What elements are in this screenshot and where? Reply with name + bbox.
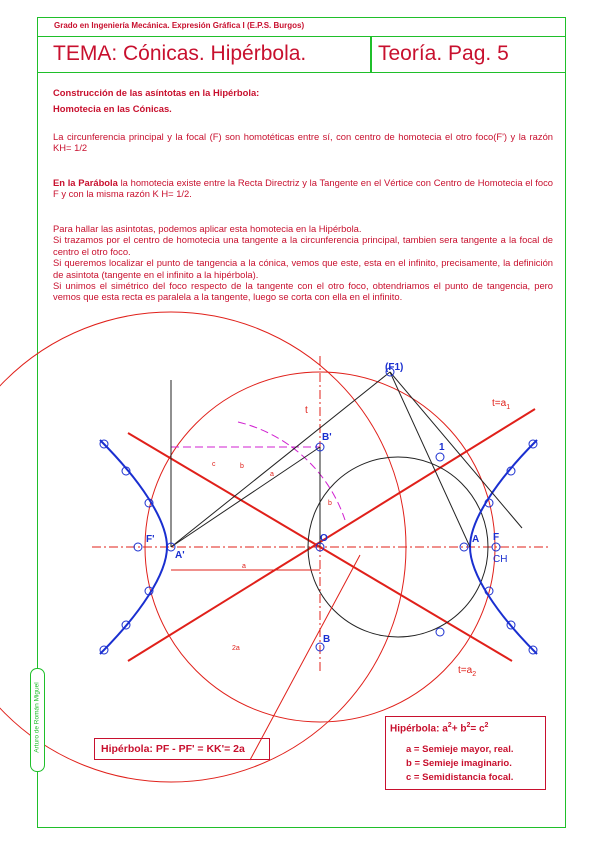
asymptote-line-3: Si queremos localizar el punto de tangencia a la cónica, vemos que este, esta en el infinito, precisamente, la definición de asintota (tangente en el infinito a la hipérbola). — [53, 257, 553, 280]
heading-2: Homotecia en las Cónicas. — [53, 103, 172, 115]
line-c — [171, 447, 320, 547]
line-fprime-f1 — [171, 372, 390, 547]
dim-line-right — [390, 372, 522, 528]
author-tab — [30, 668, 45, 772]
label-f1: (F1) — [385, 362, 404, 373]
label-t: t — [305, 405, 308, 416]
paragraph-homothety: La circunferencia principal y la focal (F) son homotéticas entre sí, con centro de homotecia el otro foco(F') y la razón KH= 1/2 — [53, 131, 553, 154]
topic-title: TEMA: Cónicas. Hipérbola. — [53, 42, 307, 65]
label-2a: 2a — [232, 645, 240, 652]
label-dim-c: c — [212, 461, 216, 468]
label-ta1: $t=a_1$ — [492, 398, 511, 411]
label-a-small: a — [270, 471, 274, 478]
pythagoras-formula: Hipérbola: $a^2+ b^2= c^2$ — [390, 722, 489, 735]
label-b-small: b — [328, 500, 332, 507]
point-1 — [436, 453, 444, 461]
hyperbola-definition-box — [94, 738, 270, 760]
dim-line-2a — [250, 555, 360, 760]
label-fprime: F' — [146, 534, 155, 545]
point-tangent-low — [436, 628, 444, 636]
label-o: O — [320, 533, 328, 544]
label-bprime: B' — [322, 432, 332, 443]
legend-line-c: c = Semidistancia focal. — [406, 772, 514, 783]
page-label: Teoría. Pag. 5 — [378, 42, 509, 65]
label-f: F — [493, 532, 500, 543]
heading-1: Construcción de las asíntotas en la Hipérbola: — [53, 87, 260, 98]
parabola-rest: la homotecia existe entre la Recta Directriz y la Tangente en el Vértice con Centro de Homotecia el foco F y con la misma razón K H= 1/2. — [53, 177, 554, 200]
label-1: 1 — [439, 442, 445, 453]
label-aprime: A' — [175, 550, 185, 561]
asymptote-line-4: Si unimos el simétrico del foco respecto de la tangente con el otro foco, obtendriamos el punto de tangencia, pero vemos que esta recta es paralela a la tangente, luego se corta con ella en el infinito. — [53, 280, 553, 303]
label-dim-a: a — [242, 563, 246, 570]
label-a: A — [472, 534, 480, 545]
hyperbola-definition: Hipérbola: PF - PF' = KK'= 2a — [101, 743, 245, 755]
asymptote-line-2: Si trazamos por el centro de homotecia una tangente a la circunferencia principal, tambien sera tangente a la focal de centro el otro foco. — [53, 234, 553, 257]
parabola-bold: En la Parábola — [53, 177, 118, 188]
course-title: Grado en Ingeniería Mecánica. Expresión Gráfica I (E.P.S. Burgos) — [54, 21, 305, 30]
semiaxes-legend-box — [385, 716, 546, 790]
label-dim-b: b — [240, 463, 244, 470]
label-ta2: $t=a_2$ — [458, 665, 477, 678]
line-f1-f — [390, 372, 470, 547]
legend-line-a: a = Semieje mayor, real. — [406, 744, 514, 755]
author-name: Arturo de Román Miguel — [33, 682, 41, 753]
legend-line-b: b = Semieje imaginario. — [406, 758, 512, 769]
asymptote-line-1: Para hallar las asintotas, podemos aplicar esta homotecia en la Hipérbola. — [53, 223, 362, 234]
label-ch: CH — [493, 554, 508, 565]
label-b: B — [323, 634, 331, 645]
